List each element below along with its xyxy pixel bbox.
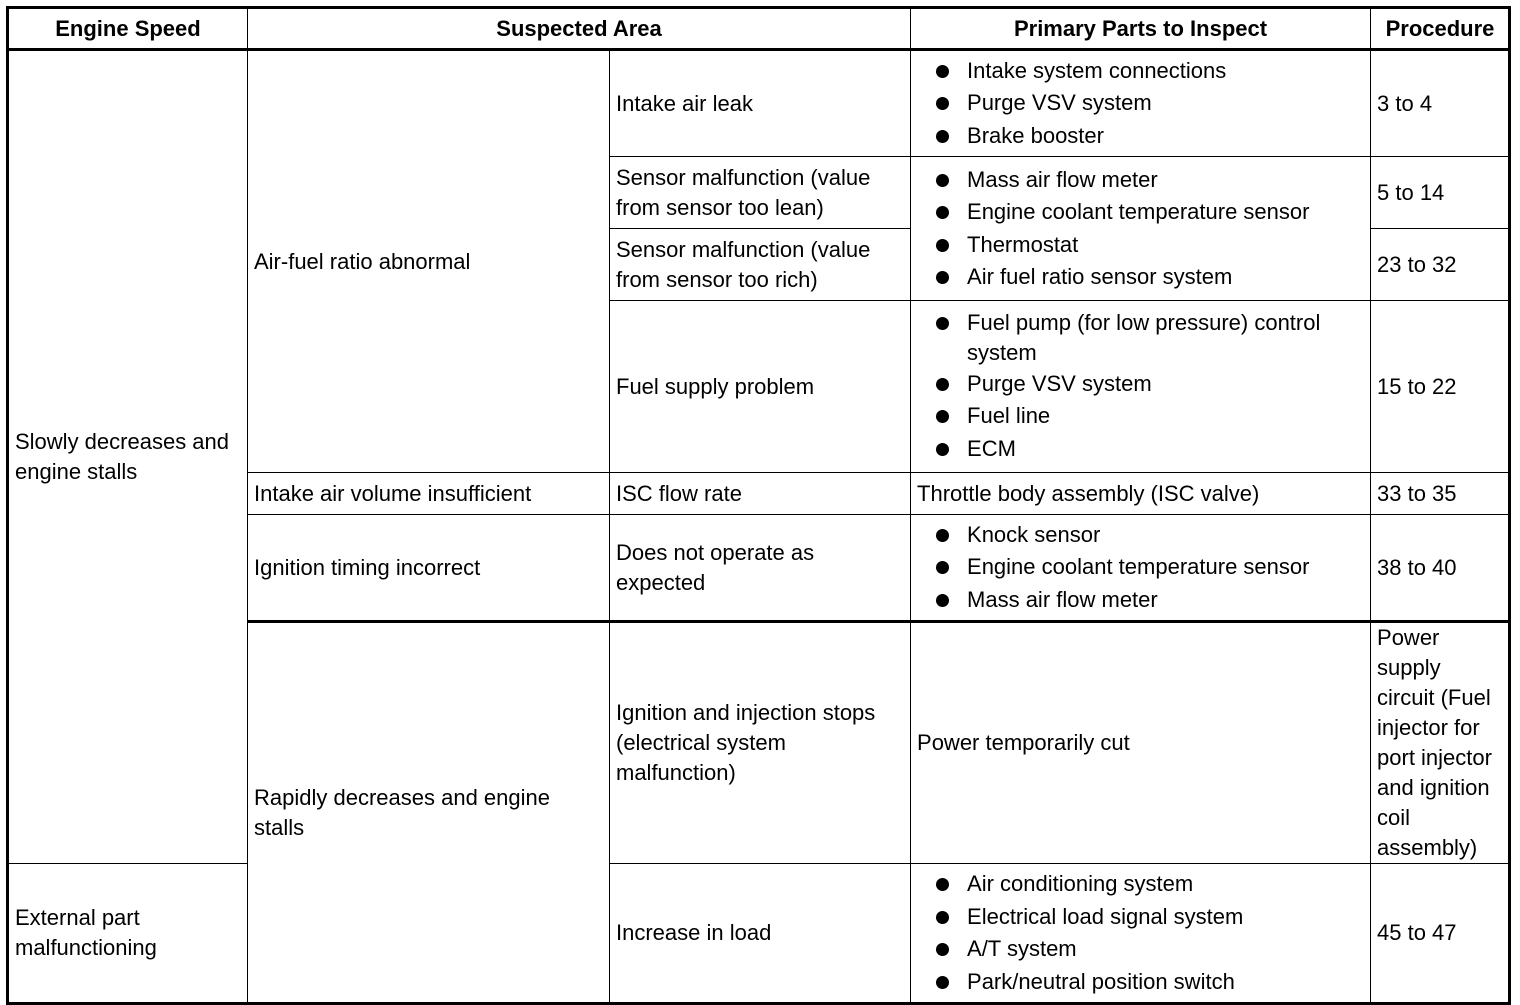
sub-area-power-cut: Power temporarily cut bbox=[911, 622, 1371, 864]
sub-area-ignition-timing: Does not operate as expected bbox=[610, 515, 911, 622]
parts-list bbox=[917, 164, 1364, 294]
area-external: External part malfunctioning bbox=[8, 864, 248, 1004]
parts-power-supply: Power supply circuit (Fuel injector for port injector and ignition coil assembly) bbox=[1371, 622, 1510, 864]
bullet-icon bbox=[936, 529, 949, 542]
parts-external bbox=[911, 864, 1371, 1004]
bullet-icon bbox=[936, 443, 949, 456]
bullet-icon bbox=[936, 410, 949, 423]
sub-area-fuel-supply: Fuel supply problem bbox=[610, 301, 911, 473]
sub-area-increase-load: Increase in load bbox=[610, 864, 911, 1004]
parts-sensor bbox=[911, 157, 1371, 301]
table-row bbox=[8, 50, 1510, 157]
bullet-icon bbox=[936, 97, 949, 110]
bullet-icon bbox=[936, 239, 949, 252]
list-item: Electrical load signal system bbox=[917, 901, 1364, 934]
bullet-icon bbox=[936, 911, 949, 924]
parts-list bbox=[917, 519, 1364, 617]
parts-list bbox=[917, 868, 1364, 998]
sub-area-sensor-lean: Sensor malfunction (value from sensor too lean) bbox=[610, 157, 911, 229]
bullet-icon bbox=[936, 943, 949, 956]
procedure-intake-leak: 3 to 4 bbox=[1371, 50, 1510, 157]
engine-speed-slowly: Slowly decreases and engine stalls bbox=[8, 50, 248, 864]
bullet-icon bbox=[936, 878, 949, 891]
bullet-icon bbox=[936, 271, 949, 284]
header-procedure: Procedure bbox=[1371, 8, 1510, 50]
list-item: Knock sensor bbox=[917, 519, 1364, 552]
parts-intake-leak bbox=[911, 50, 1371, 157]
sub-area-intake-leak: Intake air leak bbox=[610, 50, 911, 157]
sub-area-isc: ISC flow rate bbox=[610, 473, 911, 515]
procedure-sensor-rich: 23 to 32 bbox=[1371, 229, 1510, 301]
procedure-fuel-supply: 15 to 22 bbox=[1371, 301, 1510, 473]
table-row bbox=[8, 864, 1510, 1004]
header-primary-parts: Primary Parts to Inspect bbox=[911, 8, 1371, 50]
list-item: Engine coolant temperature sensor bbox=[917, 551, 1364, 584]
parts-list bbox=[917, 308, 1364, 466]
list-item: Air fuel ratio sensor system bbox=[917, 261, 1364, 294]
header-engine-speed: Engine Speed bbox=[8, 8, 248, 50]
procedure-isc: 33 to 35 bbox=[1371, 473, 1510, 515]
list-item: Purge VSV system bbox=[917, 368, 1364, 401]
list-item: Mass air flow meter bbox=[917, 164, 1364, 197]
bullet-icon bbox=[936, 317, 949, 330]
header-row bbox=[8, 8, 1510, 50]
bullet-icon bbox=[936, 561, 949, 574]
bullet-icon bbox=[936, 378, 949, 391]
area-air-fuel: Air-fuel ratio abnormal bbox=[248, 50, 610, 473]
list-item: Brake booster bbox=[917, 120, 1364, 153]
bullet-icon bbox=[936, 594, 949, 607]
area-ignition-timing: Ignition timing incorrect bbox=[248, 515, 610, 622]
engine-speed-rapidly: Rapidly decreases and engine stalls bbox=[248, 622, 610, 1004]
list-item: Purge VSV system bbox=[917, 87, 1364, 120]
header-suspected-area: Suspected Area bbox=[248, 8, 911, 50]
parts-list bbox=[917, 55, 1364, 153]
list-item: ECM bbox=[917, 433, 1364, 466]
bullet-icon bbox=[936, 174, 949, 187]
parts-fuel-supply bbox=[911, 301, 1371, 473]
list-item: Engine coolant temperature sensor bbox=[917, 196, 1364, 229]
procedure-ignition-timing: 38 to 40 bbox=[1371, 515, 1510, 622]
list-item: Park/neutral position switch bbox=[917, 966, 1364, 999]
procedure-sensor-lean: 5 to 14 bbox=[1371, 157, 1510, 229]
bullet-icon bbox=[936, 130, 949, 143]
list-item: A/T system bbox=[917, 933, 1364, 966]
list-item: Fuel pump (for low pressure) control system bbox=[917, 308, 1364, 368]
parts-ignition-timing bbox=[911, 515, 1371, 622]
parts-isc: Throttle body assembly (ISC valve) bbox=[911, 473, 1371, 515]
list-item: Air conditioning system bbox=[917, 868, 1364, 901]
list-item: Fuel line bbox=[917, 400, 1364, 433]
area-intake-volume: Intake air volume insufficient bbox=[248, 473, 610, 515]
bullet-icon bbox=[936, 976, 949, 989]
diagnosis-table bbox=[6, 6, 1511, 1005]
list-item: Mass air flow meter bbox=[917, 584, 1364, 617]
list-item: Intake system connections bbox=[917, 55, 1364, 88]
area-ignition-stop: Ignition and injection stops (electrical system malfunction) bbox=[610, 622, 911, 864]
sub-area-sensor-rich: Sensor malfunction (value from sensor too rich) bbox=[610, 229, 911, 301]
procedure-external: 45 to 47 bbox=[1371, 864, 1510, 1004]
list-item: Thermostat bbox=[917, 229, 1364, 262]
bullet-icon bbox=[936, 206, 949, 219]
bullet-icon bbox=[936, 65, 949, 78]
